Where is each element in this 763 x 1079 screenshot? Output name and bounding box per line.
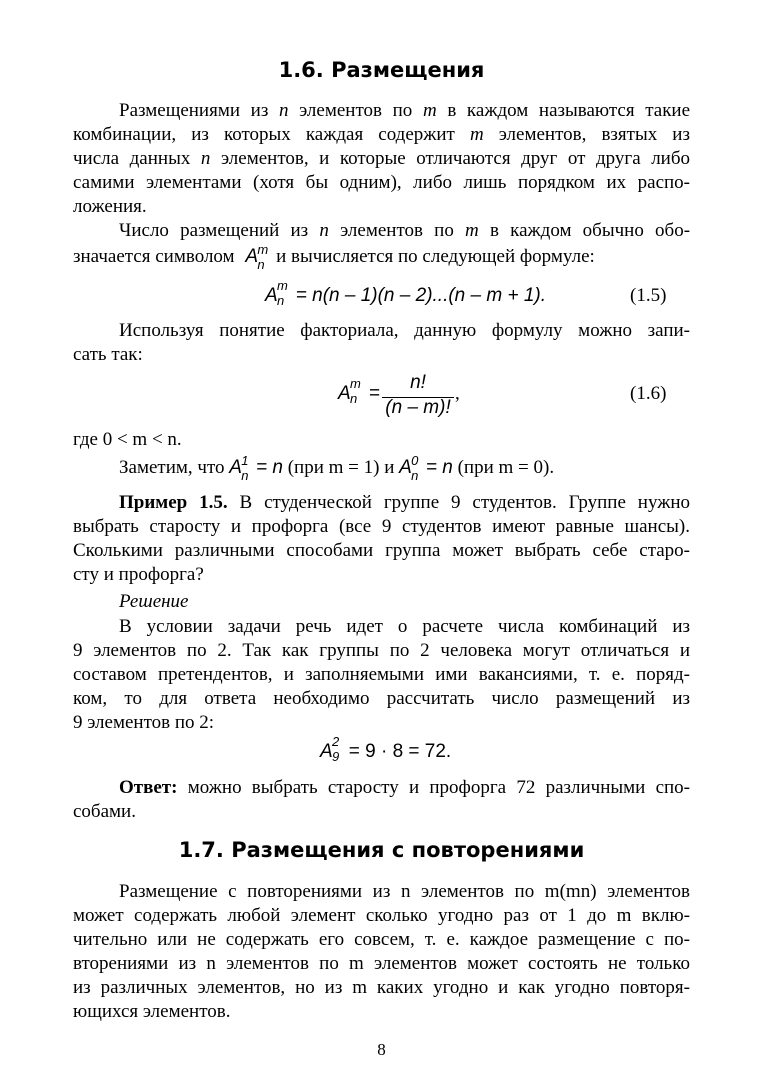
solution-line: составом претендентов, и заполняемыми ими вакансиями, т. е. поряд- [73, 664, 690, 685]
paragraph-line: вторениями из n элементов по m элементов может состоять не только [73, 953, 690, 974]
formula-symbol: A m n [245, 242, 269, 272]
section-title-1-7: 1.7. Размещения с повторениями [178, 838, 585, 862]
section-title-1-6: 1.6. Размещения [278, 58, 485, 82]
solution-label: Решение [119, 591, 189, 612]
answer-line: Ответ: можно выбрать старосту и профорга 72 различными спо- [119, 777, 691, 798]
solution-line: 9 элементов по 2. Так как группы по 2 человека могут отличаться и [73, 640, 690, 661]
example-line: сту и профорга? [73, 564, 204, 585]
fraction-numerator: n! [410, 372, 426, 393]
solution-line: В условии задачи речь идет о расчете числа комбинаций из [119, 616, 690, 637]
paragraph-line: сать так: [73, 344, 143, 365]
example-line: выбрать старосту и профорга (все 9 студентов имеют равные шансы). [73, 516, 690, 537]
paragraph-line: может содержать любой элемент сколько угодно раз от 1 до m вклю- [73, 905, 690, 926]
paragraph-line: Используя понятие факториала, данную формулу можно запи- [119, 320, 690, 341]
paragraph-line: Число размещений из n элементов по m в каждом обычно обо- [119, 220, 691, 241]
paragraph-line: из различных элементов, но из m каких угодно и как угодно повторя- [73, 977, 690, 998]
paragraph-line: Размещениями из n элементов по m в каждом называются такие [119, 100, 691, 121]
formula-comma: , [455, 383, 460, 404]
condition-line: где 0 < m < n. [73, 429, 182, 450]
paragraph-line: ложения. [73, 196, 147, 217]
answer-line: собами. [73, 801, 136, 822]
fraction-denominator: (n – m)! [385, 397, 451, 418]
equation-number: (1.5) [630, 285, 667, 306]
formula-answer: A 2 9 = 9 · 8 = 72. [320, 734, 452, 764]
paragraph-line: Размещение с повторениями из n элементов по m(mn) элементов [119, 881, 690, 902]
note-line: Заметим, что A 1 n = n (при m = 1) и A 0 n = n (при m = 0). [119, 453, 555, 483]
equation-number: (1.6) [630, 383, 667, 404]
paragraph-line: чительно или не содержать его совсем, т. е. каждое размещение с по- [73, 929, 690, 950]
formula-1-5: A m n = n(n – 1)(n – 2)...(n – m + 1). [265, 278, 547, 308]
paragraph-line: ющихся элементов. [73, 1001, 231, 1022]
paragraph-line: значается символом A m n и вычисляется по следующей формуле: [73, 242, 595, 272]
paragraph-line: комбинации, из которых каждая содержит m элементов, взятых из [73, 124, 690, 145]
example-line: Сколькими различными способами группа может выбрать себе старо- [73, 540, 690, 561]
page-number: 8 [377, 1040, 386, 1059]
solution-line: 9 элементов по 2: [73, 712, 215, 733]
formula-1-6: A m n = [338, 376, 380, 406]
paragraph-line: числа данных n элементов, и которые отличаются друг от друга либо [73, 148, 691, 169]
solution-line: ком, то для ответа необходимо рассчитать число размещений из [73, 688, 690, 709]
example-line: Пример 1.5. В студенческой группе 9 студентов. Группе нужно [119, 492, 690, 513]
paragraph-line: самими элементами (хотя бы одним), либо лишь порядком их распо- [73, 172, 690, 193]
